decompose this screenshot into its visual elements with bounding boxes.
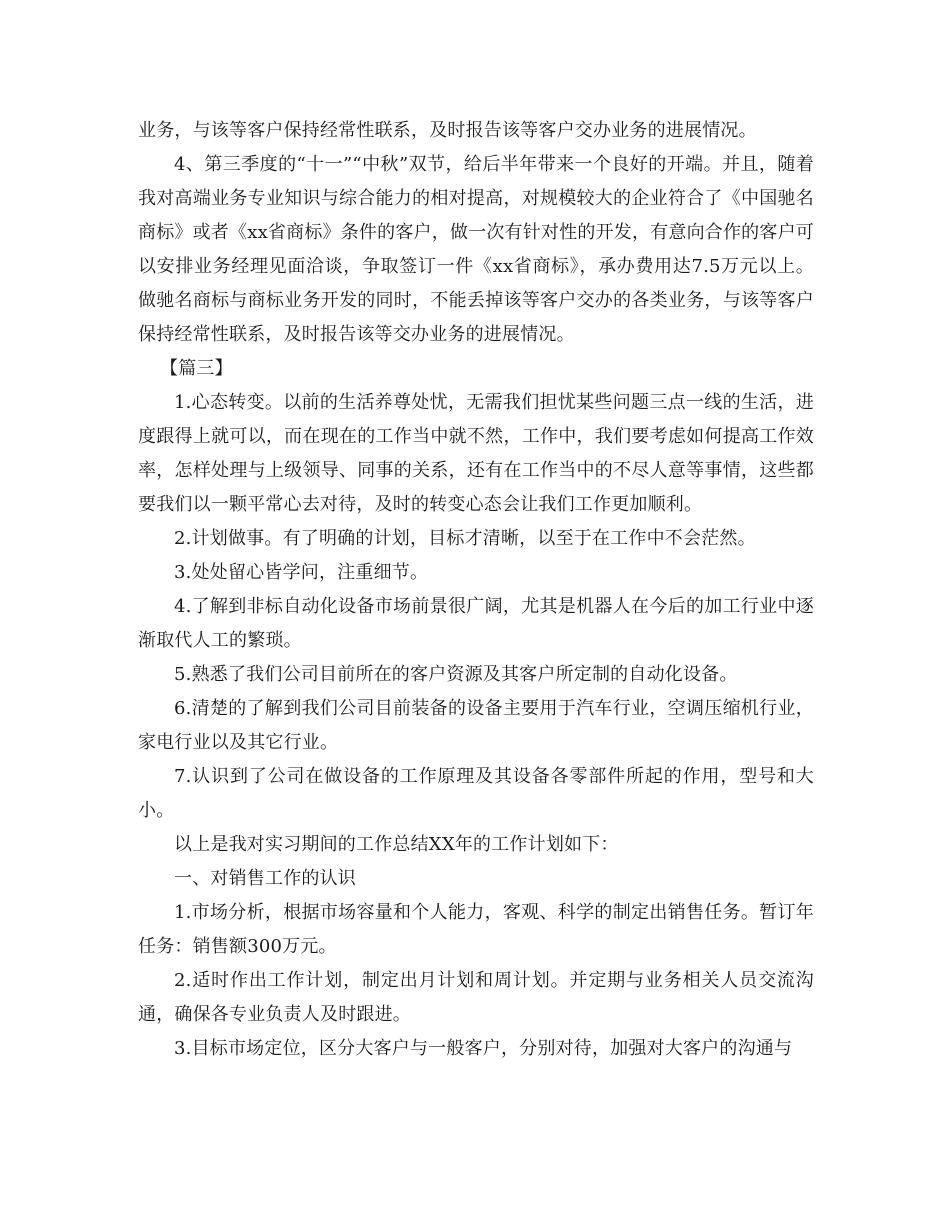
paragraph-continuation: 业务，与该等客户保持经常性联系，及时报告该等客户交办业务的进展情况。 [138,120,757,141]
paragraph-item-5: 5.熟悉了我们公司目前所在的客户资源及其客户所定制的自动化设备。 [174,664,738,685]
paragraph-plan-1: 1.市场分析，根据市场容量和个人能力，客观、科学的制定出销售任务。暂订年任务：销售额300万元。 [138,902,814,957]
paragraph-item-2: 2.计划做事。有了明确的计划，目标才清晰，以至于在工作中不会茫然。 [174,528,756,549]
paragraph-plan-3: 3.目标市场定位，区分大客户与一般客户，分别对待，加强对大客户的沟通与 [174,1038,793,1059]
paragraph-item-4b: 4.了解到非标自动化设备市场前景很广阔，尤其是机器人在今后的加工行业中逐渐取代人工的繁琐。 [138,596,814,651]
paragraph-item-3: 3.处处留心皆学问，注重细节。 [174,562,429,583]
paragraph-plan-2: 2.适时作出工作计划，制定出月计划和周计划。并定期与业务相关人员交流沟通，确保各专业负责人及时跟进。 [138,970,814,1025]
paragraph-summary: 以上是我对实习期间的工作总结XX年的工作计划如下： [174,834,619,855]
paragraph-item-1: 1.心态转变。以前的生活养尊处忧，无需我们担忧某些问题三点一线的生活，进度跟得上就可以，而在现在的工作当中就不然，工作中，我们要考虑如何提高工作效率，怎样处理与上级领导、同事的关系，还有在工作当中的不尽人意等事情，这些都要我们以一颗平常心去对待，及时的转变心态会让我们工作更加顺利。 [138,392,814,515]
subheading-sales: 一、对销售工作的认识 [174,868,356,889]
paragraph-item-6: 6.清楚的了解到我们公司目前装备的设备主要用于汽车行业，空调压缩机行业，家电行业以及其它行业。 [138,698,814,753]
paragraph-item-4: 4、第三季度的“十一”“中秋”双节，给后半年带来一个良好的开端。并且，随着我对高端业务专业知识与综合能力的相对提高，对规模较大的企业符合了《中国驰名商标》或者《xx省商标》条件的客户，做一次有针对性的开发，有意向合作的客户可以安排业务经理见面洽谈，争取签订一件《xx省商标》，承办费用达7.5万元以上。做驰名商标与商标业务开发的同时，不能丢掉该等客户交办的各类业务，与该等客户保持经常性联系，及时报告该等交办业务的进展情况。 [138,154,814,345]
section-heading: 【篇三】 [160,358,233,379]
document-page [138,114,814,1066]
paragraph-item-7: 7.认识到了公司在做设备的工作原理及其设备各零部件所起的作用，型号和大小。 [138,766,814,821]
